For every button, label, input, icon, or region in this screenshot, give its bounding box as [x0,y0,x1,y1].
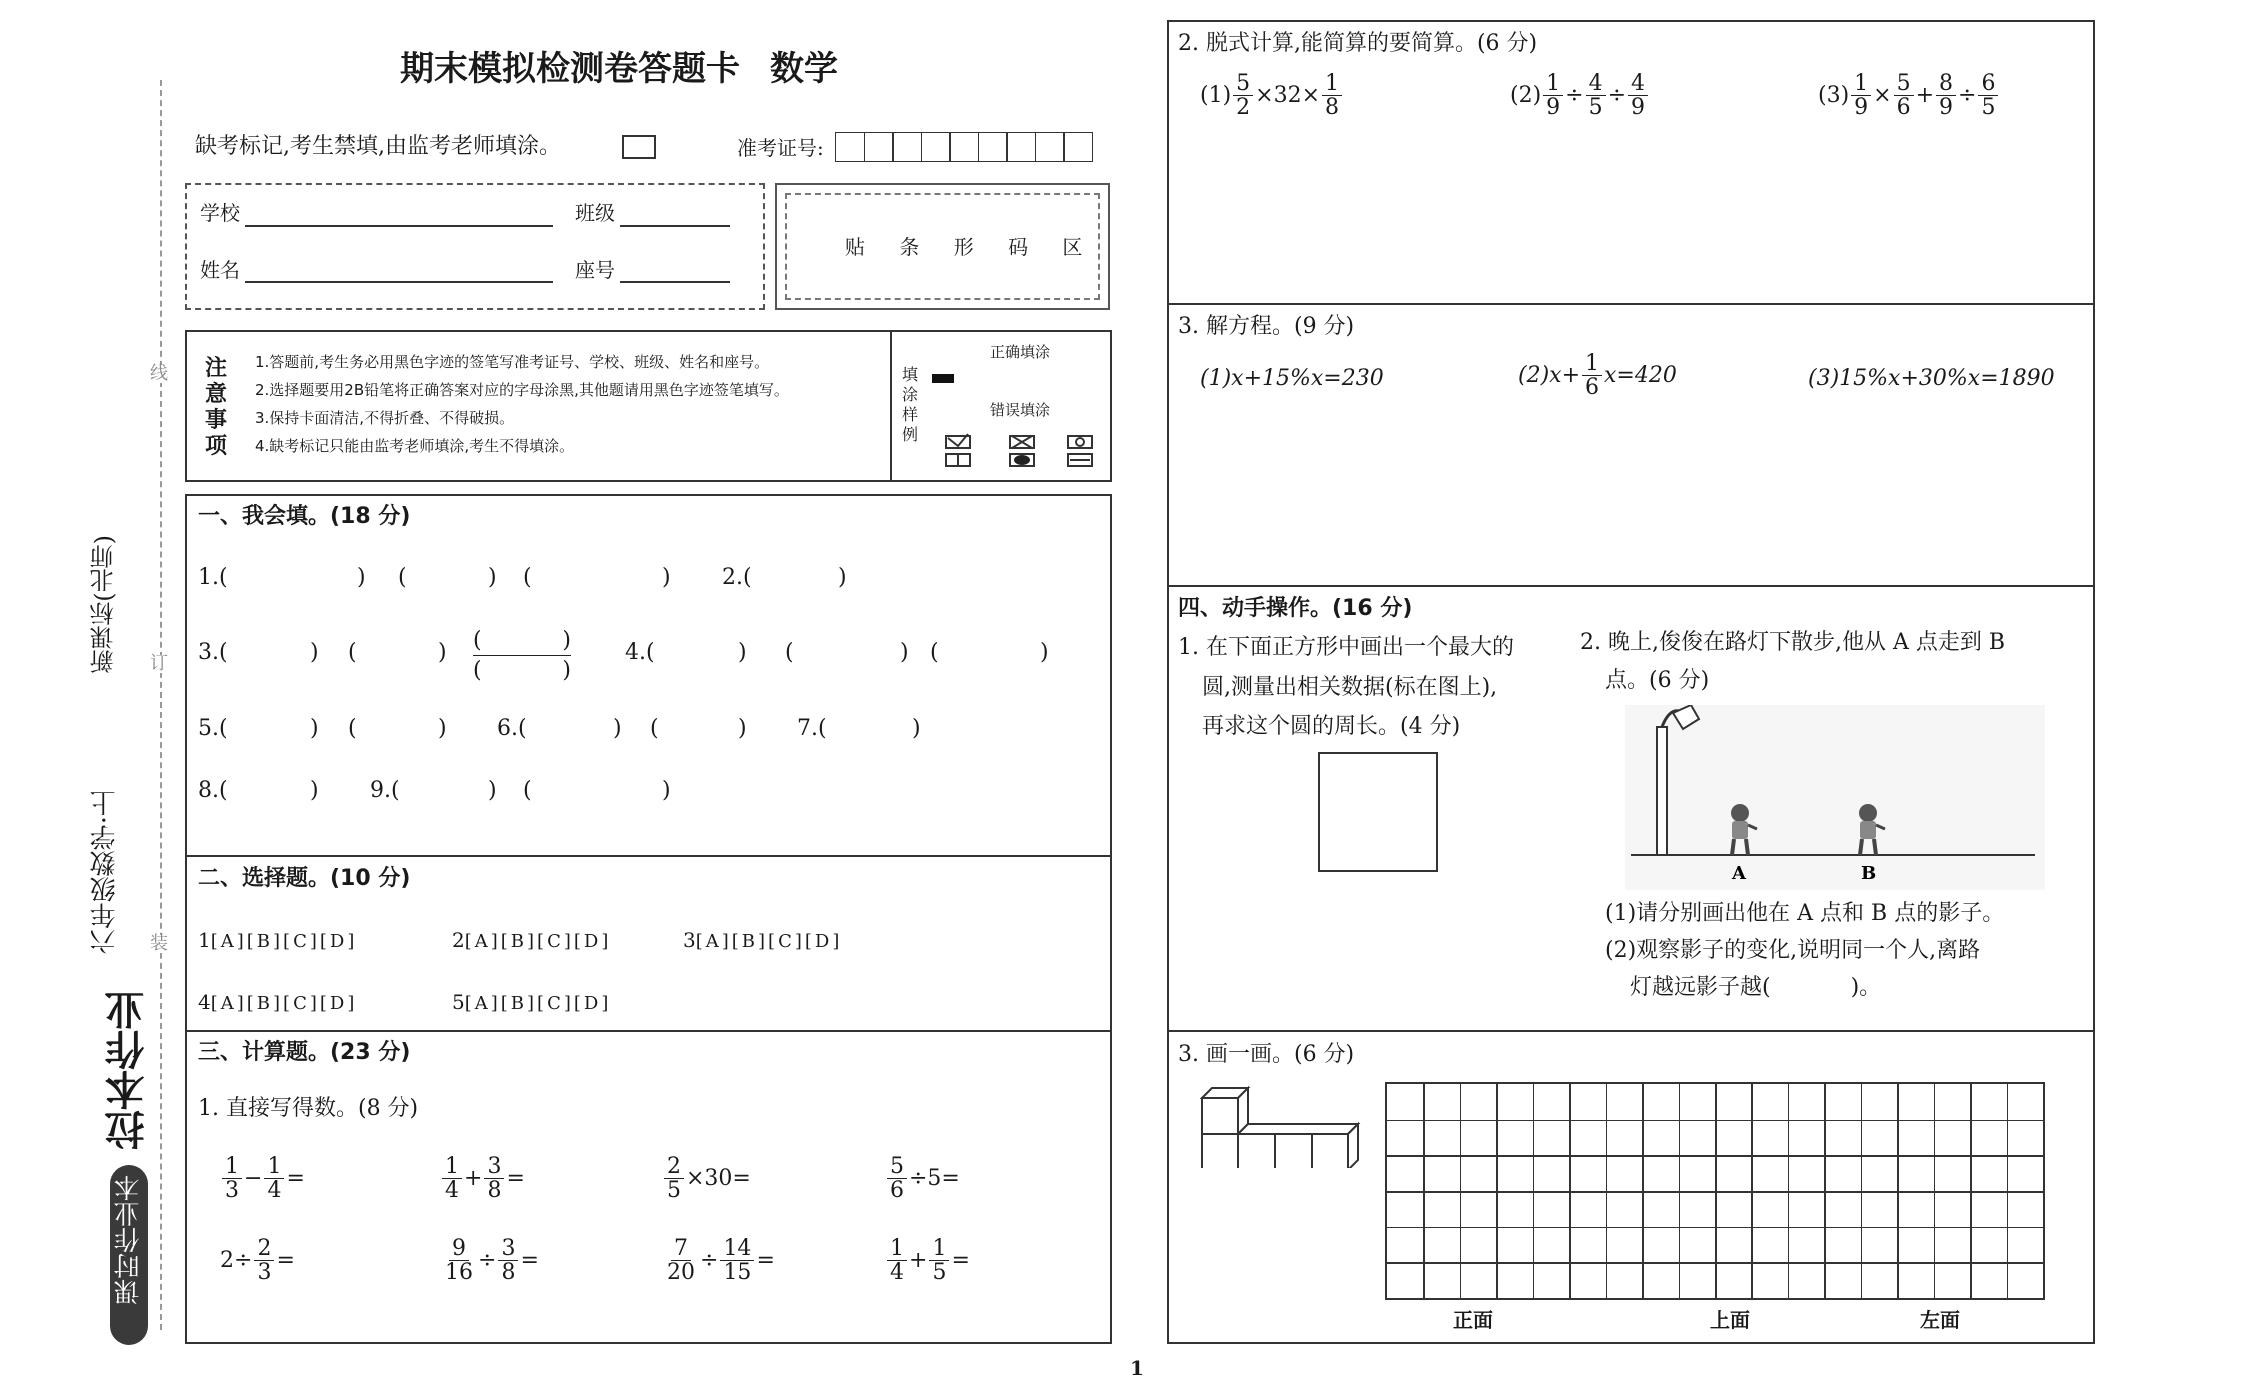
section2-title: 二、选择题。(10 分) [198,866,411,891]
view-label-front: 正面 [1453,1308,1493,1332]
name-field[interactable] [245,281,553,283]
fill-blank[interactable]: ( [650,716,659,741]
wrong-fill-samples [940,432,1100,472]
school-label: 学校 [200,201,240,225]
oral-calc-item[interactable]: $\frac{7}{20}$ ÷ $\frac{14}{15}$ = [667,1236,775,1286]
grade-label: 六年级数学·上 [90,790,120,955]
note-item: 1.答题前,考生务必用黑色字迹的签笔写准考证号、学校、班级、姓名和座号。 [255,353,770,371]
title-text: 期末模拟检测卷答题卡 [400,49,740,89]
page-title [400,49,838,89]
subject-text: 数学 [770,49,838,89]
fill-blank[interactable]: 1.( [198,565,228,590]
edition-label: 新课标(北师) [90,535,118,674]
page-number: 1 [1130,1356,1144,1380]
fill-blank[interactable]: 3.( [198,640,228,665]
fill-blank: ) [838,565,847,590]
draw-circle-text: 圆,测量出相关数据(标在图上), [1202,675,1498,700]
fill-blank: ) [488,565,497,590]
fill-blank[interactable]: 7.( [797,716,827,741]
divider-draw [1167,1030,2095,1032]
streetlight-text: 点。(6 分) [1605,668,1710,693]
choice-q2[interactable]: 2[A][B][C][D] [452,928,612,952]
equation-title: 3. 解方程。(9 分) [1178,314,1355,339]
fill-blank: ) [662,778,671,803]
oral-calc-item[interactable]: $\frac{1}{3}$ − $\frac{1}{4}$ = [220,1155,305,1202]
divider-q3 [1167,303,2095,305]
oral-calc-item[interactable]: $\frac{9}{16}$ ÷ $\frac{3}{8}$ = [445,1236,539,1286]
point-b-label: B [1861,863,1877,884]
draw-circle-text: 再求这个圆的周长。(4 分) [1202,714,1461,739]
oral-calc-item[interactable]: $\frac{1}{4}$ + $\frac{3}{8}$ = [440,1155,525,1202]
oral-calc-item[interactable]: $\frac{5}{6}$ ÷5= [885,1155,960,1202]
notes-divider [890,330,892,482]
grid-line [1387,1191,2043,1193]
fill-blank[interactable]: ( [523,565,532,590]
point-a-label: A [1732,863,1746,884]
view-label-top: 上面 [1710,1308,1750,1332]
section4-title: 四、动手操作。(16 分) [1178,596,1413,621]
binding-margin [0,0,180,1386]
shadow-question: (2)观察影子的变化,说明同一个人,离路 [1605,938,1981,963]
divider-sec2 [185,855,1112,857]
fill-blank[interactable]: 8.( [198,778,228,803]
draw-circle-text: 1. 在下面正方形中画出一个最大的 [1178,635,1514,660]
fill-blank[interactable]: 9.( [370,778,400,803]
series-logo-text: 课时作业本 [114,1175,144,1305]
absent-checkbox[interactable] [622,135,656,159]
student-info-box [185,183,765,310]
fill-blank: ) [662,565,671,590]
section1-title: 一、我会填。(18 分) [198,504,411,529]
step-calc-item[interactable]: (3) $\frac{1}{9}$ × $\frac{5}{6}$ + $\frac{8}{9}$ ÷ $\frac{6}{5}$ [1818,72,2000,119]
section3-title: 三、计算题。(23 分) [198,1040,411,1065]
view-label-left: 左面 [1920,1308,1960,1332]
divider-sec4 [1167,585,2095,587]
equation-item[interactable]: (2)x+ $\frac{1}{6}$ x=420 [1518,351,1677,401]
cut-label-bind: 装 [150,933,168,954]
fill-blank: ) [900,640,909,665]
fill-blank: ) [310,778,319,803]
seat-field[interactable] [620,281,730,283]
left-answer-frame [185,494,1112,1344]
fill-blank: ) [1040,640,1049,665]
fill-blank[interactable]: ( [398,565,407,590]
drawing-grid[interactable] [1385,1082,2045,1300]
cut-label-staple: 订 [150,653,168,674]
fill-blank[interactable]: 5.( [198,716,228,741]
oral-calc-item[interactable]: $\frac{1}{4}$ + $\frac{1}{5}$ = [885,1237,970,1284]
brand-name: 拉本作业 [105,990,151,1150]
streetlight-scene[interactable] [1625,705,2045,890]
oral-calc-item[interactable]: $\frac{2}{5}$ ×30= [662,1155,751,1202]
name-label: 姓名 [200,258,240,282]
choice-q5[interactable]: 5[A][B][C][D] [452,990,612,1014]
step-calc-item[interactable]: (2) $\frac{1}{9}$ ÷ $\frac{4}{5}$ ÷ $\frac{4}{9}$ [1510,72,1650,119]
fill-blank: ) [613,716,622,741]
note-item: 3.保持卡面清洁,不得折叠、不得破损。 [255,409,515,427]
fill-blank[interactable]: ( [348,640,357,665]
step-calc-item[interactable]: (1) $\frac{5}{2}$ ×32× $\frac{1}{8}$ [1200,72,1344,119]
fill-blank[interactable]: 4.( [625,640,655,665]
note-item: 4.缺考标记只能由监考老师填涂,考生不得填涂。 [255,437,575,455]
exam-id-label: 准考证号: [737,136,824,160]
grid-line [1387,1262,2043,1264]
fill-blank: ) [912,716,921,741]
class-label: 班级 [575,201,615,225]
grid-line [1387,1120,2043,1122]
equation-item[interactable]: (3)15%x+30%x=1890 [1808,366,2055,391]
fill-blank[interactable]: 2.( [722,565,752,590]
fill-blank[interactable]: ( [348,716,357,741]
cut-line [160,80,162,1330]
fraction-blank[interactable]: ( ) ( ) [473,628,571,683]
fill-blank[interactable]: ( [930,640,939,665]
choice-q3[interactable]: 3[A][B][C][D] [683,928,843,952]
grid-line [1387,1227,2043,1229]
fill-blank: ) [310,640,319,665]
choice-q4[interactable]: 4[A][B][C][D] [198,990,358,1014]
shadow-question: (1)请分别画出他在 A 点和 B 点的影子。 [1605,901,2005,926]
fill-blank: ) [488,778,497,803]
sample-heading: 填 涂 样 例 [902,365,919,444]
grid-line [1387,1155,2043,1157]
seat-label: 座号 [575,258,615,282]
cut-label-line: 线 [150,363,168,384]
oral-calc-title: 1. 直接写得数。(8 分) [198,1096,419,1121]
equation-item[interactable]: (1)x+15%x=230 [1200,366,1384,391]
school-field[interactable] [245,225,553,227]
fill-blank: ) [438,716,447,741]
shadow-answer-blank[interactable]: 灯越远影子越( )。 [1630,975,1882,1000]
divider-sec3 [185,1030,1112,1032]
wrong-fill-label: 错误填涂 [990,401,1051,419]
step-calc-title: 2. 脱式计算,能简算的要简算。(6 分) [1178,31,1538,56]
cube-figure [1200,1078,1365,1168]
choice-q1[interactable]: 1[A][B][C][D] [198,928,358,952]
square-drawing-area[interactable] [1318,752,1438,872]
fill-blank[interactable]: ( [785,640,794,665]
barcode-label: 贴 条 形 码 区 [845,235,1097,259]
draw-views-title: 3. 画一画。(6 分) [1178,1042,1355,1067]
fill-blank[interactable]: 6.( [497,716,527,741]
fill-blank: ) [438,640,447,665]
exam-id-boxes[interactable] [835,132,1092,162]
absent-note: 缺考标记,考生禁填,由监考老师填涂。 [195,134,561,159]
class-field[interactable] [620,225,730,227]
fill-blank: ) [738,716,747,741]
fill-blank[interactable]: ( [523,778,532,803]
fill-blank: ) [357,565,366,590]
fill-blank: ) [738,640,747,665]
streetlight-text: 2. 晚上,俊俊在路灯下散步,他从 A 点走到 B [1580,630,2006,655]
correct-fill-sample [932,374,954,383]
fill-blank: ) [310,716,319,741]
notes-heading: 注 意 事 项 [205,355,228,459]
correct-fill-label: 正确填涂 [990,343,1051,361]
note-item: 2.选择题要用2B铅笔将正确答案对应的字母涂黑,其他题请用黑色字迹签笔填写。 [255,381,789,399]
oral-calc-item[interactable]: 2÷ $\frac{2}{3}$ = [220,1236,295,1286]
